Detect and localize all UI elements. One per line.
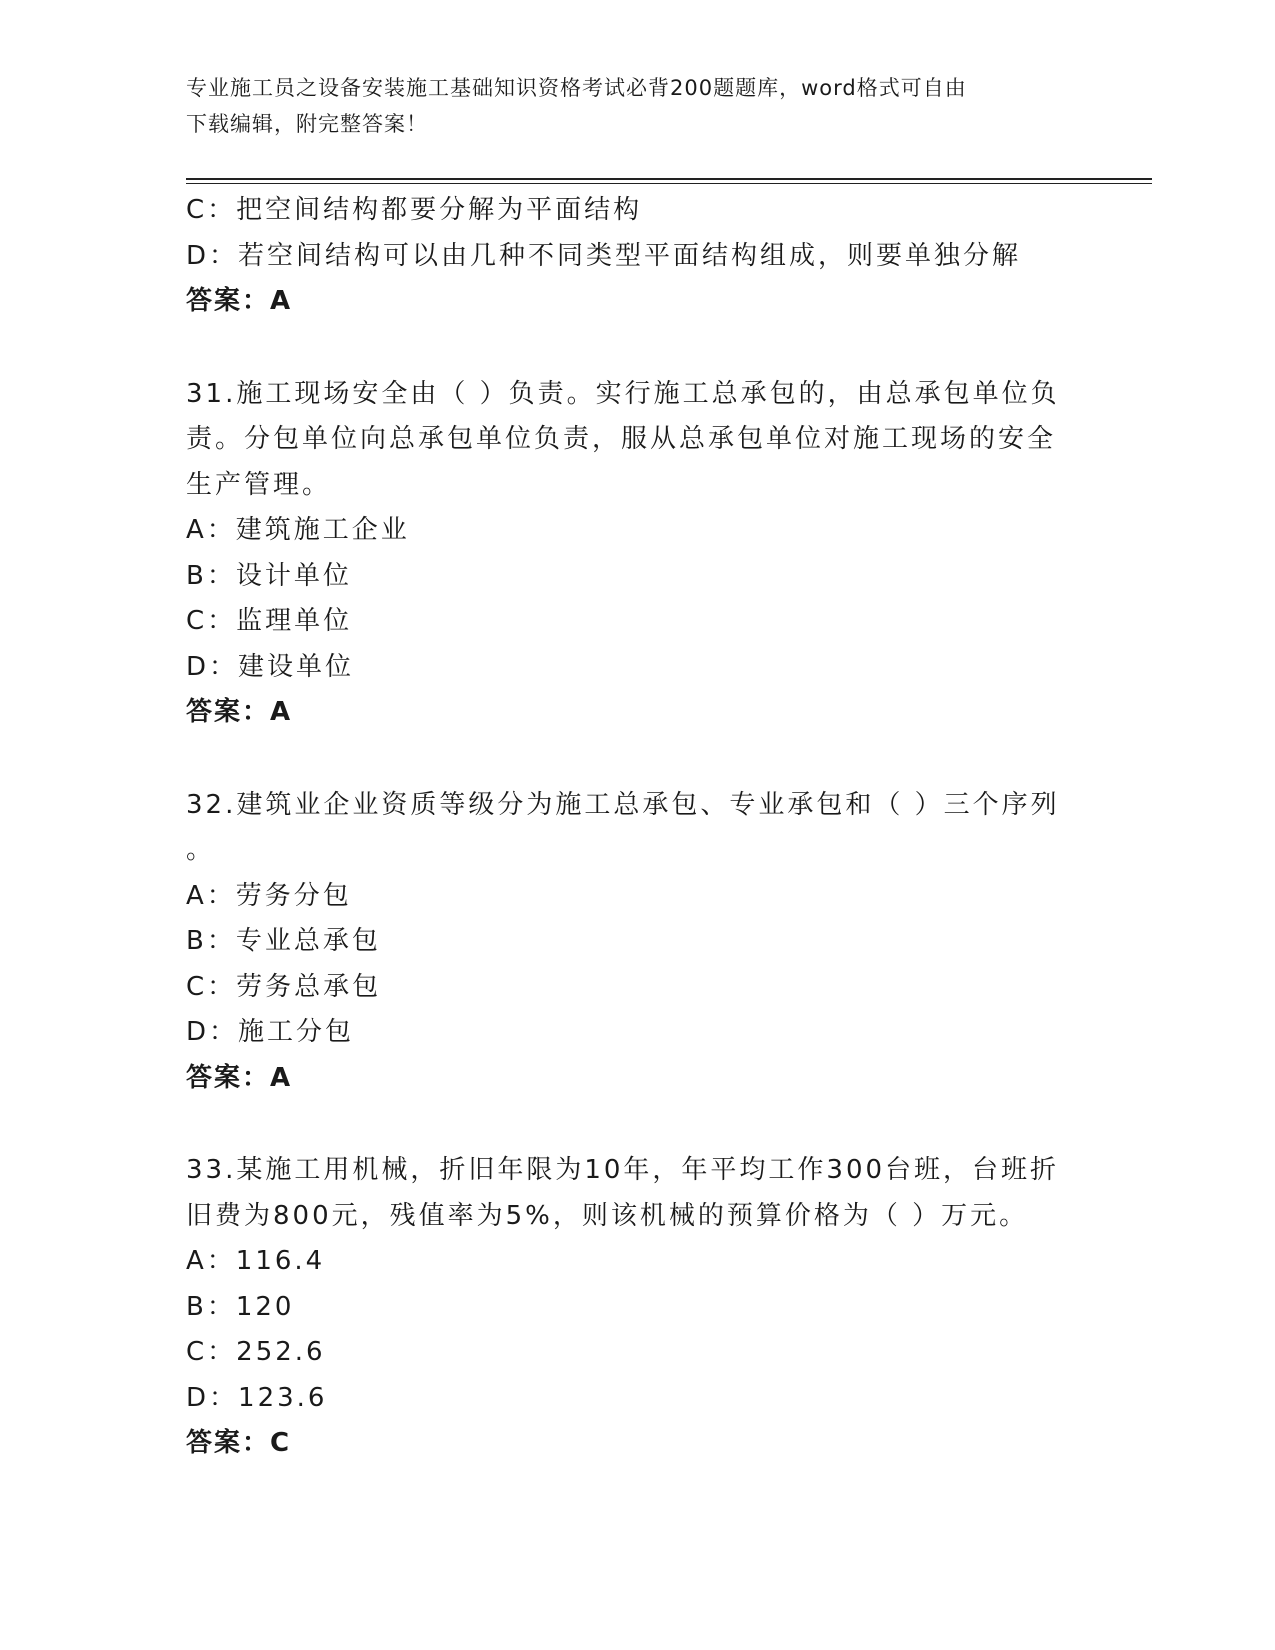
option-d: D：若空间结构可以由几种不同类型平面结构组成，则要单独分解 [186, 240, 1022, 271]
option-d: D：建设单位 [186, 651, 355, 682]
option-b: B：设计单位 [186, 560, 352, 591]
option-c: C：劳务总承包 [186, 971, 382, 1002]
stem-line: 旧费为800元，残值率为5%，则该机械的预算价格为（ ）万元。 [186, 1200, 1029, 1231]
option-b: B：120 [186, 1291, 295, 1322]
document-header [186, 70, 1066, 142]
answer-line: 答案：C [186, 1428, 292, 1458]
option-c: C：252.6 [186, 1337, 326, 1367]
answer-line: 答案：A [186, 286, 293, 316]
option-b: B：专业总承包 [186, 926, 381, 956]
stem-line: 责。分包单位向总承包单位负责，服从总承包单位对施工现场的安全 [186, 424, 1057, 454]
spacer [186, 325, 1066, 372]
answer-line: 答案：A [186, 1062, 293, 1093]
option-c: C：把空间结构都要分解为平面结构 [186, 195, 643, 225]
question-stem [186, 372, 1066, 509]
question-stem [186, 783, 1066, 874]
question-30-continuation [186, 188, 1066, 325]
stem-line: 。 [186, 835, 216, 865]
stem-line: 33.某施工用机械，折旧年限为10年，年平均工作300台班，台班折 [186, 1155, 1060, 1185]
option-d: D：施工分包 [186, 1017, 355, 1047]
option-a: A：116.4 [186, 1246, 326, 1276]
question-33 [186, 1148, 1066, 1467]
answer-line: 答案：A [186, 697, 293, 727]
question-32 [186, 783, 1066, 1102]
question-content [186, 188, 1066, 1467]
question-31 [186, 372, 1066, 736]
option-a: A：建筑施工企业 [186, 515, 410, 545]
stem-line: 32.建筑业企业资质等级分为施工总承包、专业承包和（ ）三个序列 [186, 789, 1060, 820]
option-c: C：监理单位 [186, 606, 353, 636]
header-title-line-2: 下载编辑，附完整答案！ [186, 112, 428, 136]
stem-line: 生产管理。 [186, 469, 332, 500]
spacer [186, 1101, 1066, 1148]
header-divider-thick [186, 178, 1152, 180]
header-title-line-1: 专业施工员之设备安装施工基础知识资格考试必背200题题库，word格式可自由 [186, 76, 967, 100]
option-d: D：123.6 [186, 1382, 328, 1413]
stem-line: 31.施工现场安全由（ ）负责。实行施工总承包的，由总承包单位负 [186, 378, 1060, 409]
option-a: A：劳务分包 [186, 880, 352, 911]
spacer [186, 736, 1066, 783]
question-stem [186, 1148, 1066, 1239]
header-divider-thin [186, 183, 1152, 184]
